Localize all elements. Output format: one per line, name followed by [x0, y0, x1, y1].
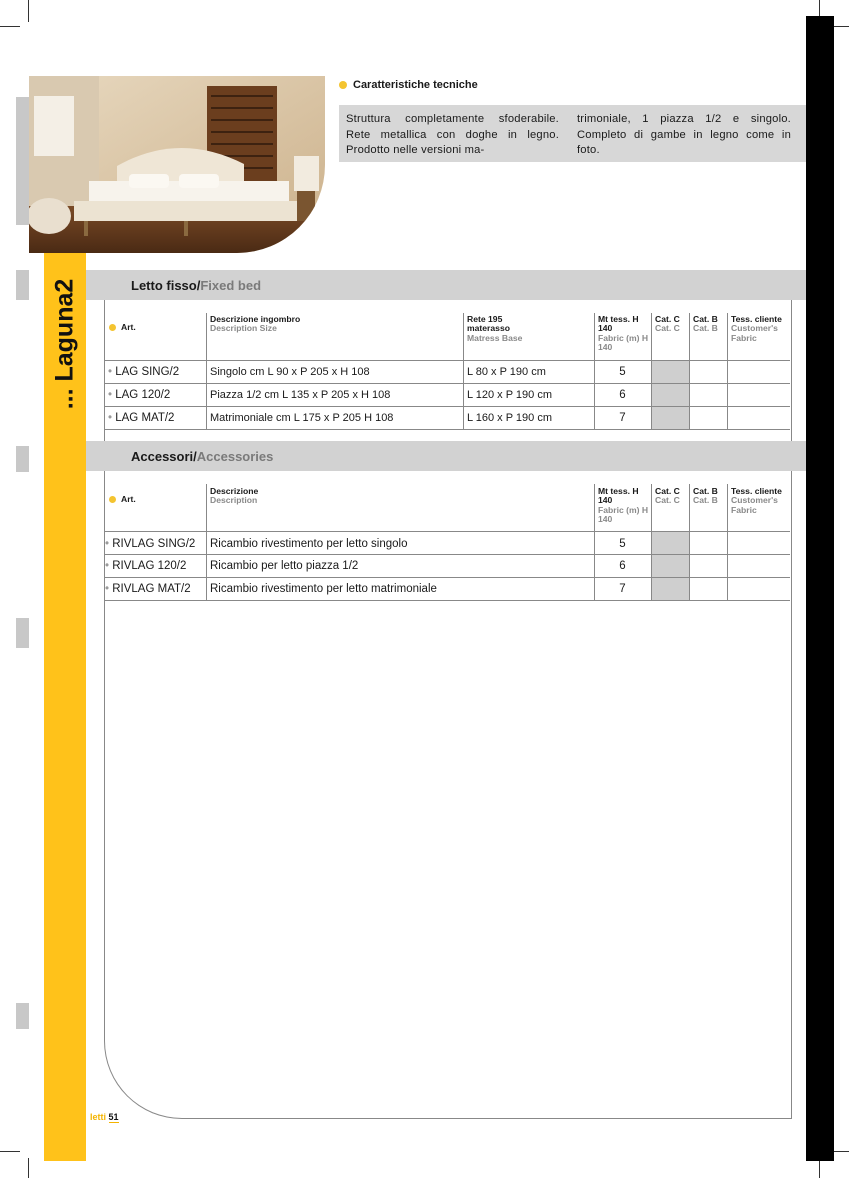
section-title-it: Letto fisso/: [131, 278, 201, 293]
table-line: [651, 484, 652, 600]
section-header-fixed-bed: [86, 270, 806, 300]
col-header-base: Rete 195 materasso Matress Base: [467, 314, 523, 343]
yellow-dot-icon: [339, 81, 347, 89]
cat-c-shaded: [651, 531, 689, 600]
table-line: [727, 484, 728, 600]
col-header-cat-b: Cat. B Cat. B: [693, 486, 718, 506]
page-number: 51: [108, 1112, 119, 1122]
page-footer: [90, 1112, 119, 1122]
index-tab: [16, 618, 29, 648]
table-row: • RIVLAG 120/2: [105, 560, 187, 572]
footer-category: letti: [90, 1112, 107, 1122]
table-row-desc: Ricambio rivestimento per letto singolo: [210, 538, 408, 550]
col-header-fabric: Mt tess. H 140 Fabric (m) H 140: [598, 314, 649, 353]
product-name: ... Laguna2: [50, 278, 79, 410]
table-row: • LAG SING/2: [108, 366, 180, 378]
right-black-bar: [806, 16, 834, 1161]
table-line: [727, 313, 728, 429]
table-row-base: L 80 x P 190 cm: [467, 366, 546, 378]
index-tab: [16, 270, 29, 300]
features-title: Caratteristiche tecniche: [353, 79, 478, 91]
table-row: • LAG MAT/2: [108, 412, 175, 424]
table-line: [104, 600, 790, 601]
yellow-dot-icon: [109, 496, 116, 503]
table-row-fabric: 7: [619, 412, 626, 424]
table-line: [206, 313, 207, 429]
table-row-fabric: 7: [619, 583, 626, 595]
section-header-accessories: [86, 441, 806, 471]
table-line: [651, 313, 652, 429]
col-header-cat-c: Cat. C Cat. C: [655, 314, 680, 334]
table-line: [104, 429, 790, 430]
table-row-fabric: 6: [619, 560, 626, 572]
table-row-desc: Ricambio rivestimento per letto matrimoniale: [210, 583, 437, 595]
table-line: [689, 484, 690, 600]
col-header-description: Descrizione Description: [210, 486, 259, 506]
index-tab: [16, 97, 29, 225]
index-tab: [16, 446, 29, 472]
table-row-base: L 160 x P 190 cm: [467, 412, 552, 424]
table-line: [689, 313, 690, 429]
table-row-desc: Piazza 1/2 cm L 135 x P 205 x H 108: [210, 389, 391, 401]
crop-mark: [819, 1158, 820, 1178]
crop-mark: [0, 1151, 20, 1152]
features-text-col1: Struttura completamente sfoderabile. Rete metallica con doghe in legno. Prodotto nelle versioni ma-: [346, 113, 559, 156]
index-tab: [16, 1003, 29, 1029]
section-title-en: Accessories: [196, 449, 274, 464]
col-header-fabric: Mt tess. H 140 Fabric (m) H 140: [598, 486, 649, 525]
bedroom-photo: [29, 76, 325, 253]
crop-mark: [28, 0, 29, 22]
crop-mark: [28, 1158, 29, 1178]
section-title-en: Fixed bed: [200, 278, 262, 293]
table-row: • LAG 120/2: [108, 389, 171, 401]
table-row-desc: Matrimoniale cm L 175 x P 205 H 108: [210, 412, 394, 424]
table-row-fabric: 5: [619, 538, 626, 550]
table-row: • RIVLAG SING/2: [105, 538, 196, 550]
table-line: [206, 484, 207, 600]
col-header-cat-c: Cat. C Cat. C: [655, 486, 680, 506]
features-heading: [339, 79, 478, 91]
cat-c-shaded: [651, 360, 689, 429]
table-row-desc: Singolo cm L 90 x P 205 x H 108: [210, 366, 370, 378]
features-text-col2: trimoniale, 1 piazza 1/2 e singolo. Completo di gambe in legno come in foto.: [577, 113, 791, 156]
table-row-fabric: 5: [619, 366, 626, 378]
col-header-art: Art.: [109, 323, 136, 332]
vertical-product-title: [44, 249, 86, 439]
table-row-base: L 120 x P 190 cm: [467, 389, 552, 401]
col-header-art: Art.: [109, 495, 136, 504]
crop-mark: [0, 26, 20, 27]
col-header-customer-fabric: Tess. cliente Customer's Fabric: [731, 314, 782, 343]
table-row-fabric: 6: [619, 389, 626, 401]
col-header-description: Descrizione ingombro Description Size: [210, 314, 301, 334]
features-box: [339, 105, 806, 162]
table-line: [463, 313, 464, 429]
table-row: • RIVLAG MAT/2: [105, 583, 191, 595]
col-header-cat-b: Cat. B Cat. B: [693, 314, 718, 334]
table-row-desc: Ricambio per letto piazza 1/2: [210, 560, 359, 572]
col-header-customer-fabric: Tess. cliente Customer's Fabric: [731, 486, 782, 515]
yellow-dot-icon: [109, 324, 116, 331]
section-title-it: Accessori/: [131, 449, 197, 464]
